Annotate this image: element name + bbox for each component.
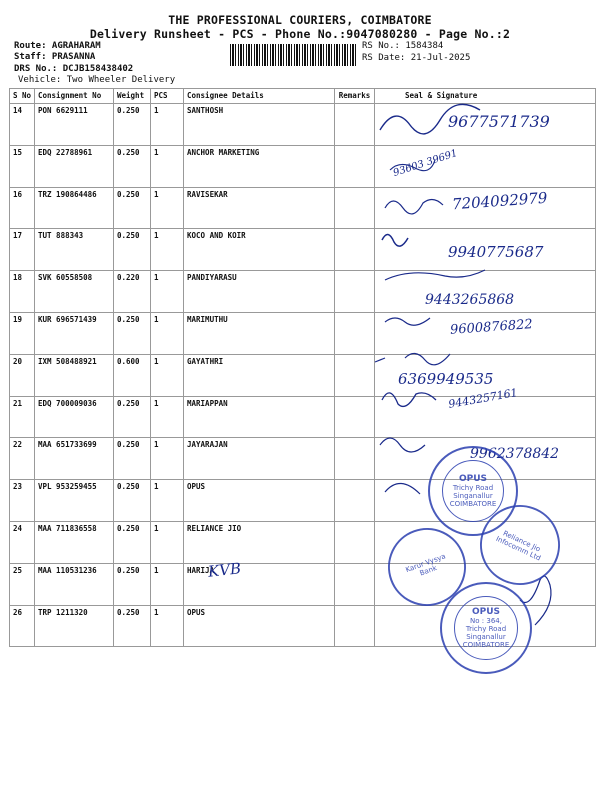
cell-consignment: PON 6629111 <box>35 104 114 146</box>
handwritten-phone-17: 9940775687 <box>448 243 544 261</box>
table-row <box>10 104 596 146</box>
cell-remarks <box>335 312 375 354</box>
cell-sno: 26 <box>10 605 35 647</box>
opus-stamp-2: OPUS No : 364, Trichy Road Singanallur COIMBATORE <box>440 582 532 674</box>
cell-sno: 22 <box>10 438 35 480</box>
cell-remarks <box>335 438 375 480</box>
handwritten-phone-14: 9677571739 <box>448 112 550 131</box>
vehicle-label: Vehicle: Two Wheeler Delivery <box>18 75 176 85</box>
cell-sno: 25 <box>10 563 35 605</box>
cell-pcs: 1 <box>151 271 184 313</box>
table-row <box>10 187 596 229</box>
col-consignee: Consignee Details <box>184 89 335 104</box>
cell-remarks <box>335 563 375 605</box>
table-row <box>10 229 596 271</box>
cell-sno: 21 <box>10 396 35 438</box>
cell-sno: 14 <box>10 104 35 146</box>
cell-remarks <box>335 521 375 563</box>
cell-pcs: 1 <box>151 521 184 563</box>
cell-remarks <box>335 187 375 229</box>
cell-weight: 0.250 <box>114 104 151 146</box>
staff-label: Staff: PRASANNA <box>14 52 96 62</box>
table-row <box>10 145 596 187</box>
cell-sno: 18 <box>10 271 35 313</box>
cell-consignee: ANCHOR MARKETING <box>184 145 335 187</box>
cell-consignment: MAA 651733699 <box>35 438 114 480</box>
cell-remarks <box>335 396 375 438</box>
cell-pcs: 1 <box>151 354 184 396</box>
cell-pcs: 1 <box>151 605 184 647</box>
cell-pcs: 1 <box>151 396 184 438</box>
cell-weight: 0.250 <box>114 563 151 605</box>
drs-number: DRS No.: DCJB158438402 <box>14 64 134 74</box>
handwritten-phone-22: 9962378842 <box>470 446 560 462</box>
cell-weight: 0.250 <box>114 521 151 563</box>
runsheet-title: Delivery Runsheet - PCS - Phone No.:9047080280 - Page No.:2 <box>89 27 511 41</box>
handwritten-initials-25: KVB <box>207 559 242 581</box>
cell-consignee: PANDIYARASU <box>184 271 335 313</box>
table-row <box>10 312 596 354</box>
opus-stamp-1: OPUS Trichy Road Singanallur COIMBATORE <box>428 446 518 536</box>
handwritten-phone-20: 6369949535 <box>398 370 494 388</box>
cell-consignment: MAA 711836558 <box>35 521 114 563</box>
cell-consignee: MARIMUTHU <box>184 312 335 354</box>
handwritten-phone-15: 93603 39691 <box>391 147 459 180</box>
cell-pcs: 1 <box>151 104 184 146</box>
cell-consignment: VPL 953259455 <box>35 480 114 522</box>
col-pcs: PCS <box>151 89 184 104</box>
route-label: Route: AGRAHARAM <box>14 41 101 51</box>
cell-remarks <box>335 229 375 271</box>
cell-signature <box>375 396 596 438</box>
cell-signature <box>375 312 596 354</box>
cell-consignment: MAA 110531236 <box>35 563 114 605</box>
cell-consignee: RELIANCE JIO <box>184 521 335 563</box>
cell-consignment: KUR 696571439 <box>35 312 114 354</box>
cell-sno: 24 <box>10 521 35 563</box>
cell-consignment: IXM 508488921 <box>35 354 114 396</box>
col-remarks: Remarks <box>335 89 375 104</box>
cell-sno: 15 <box>10 145 35 187</box>
cell-signature <box>375 354 596 396</box>
table-header <box>10 89 596 104</box>
cell-weight: 0.600 <box>114 354 151 396</box>
cell-pcs: 1 <box>151 312 184 354</box>
cell-weight: 0.250 <box>114 187 151 229</box>
table-row <box>10 354 596 396</box>
cell-consignee: KOCO AND KOIR <box>184 229 335 271</box>
cell-sno: 19 <box>10 312 35 354</box>
cell-remarks <box>335 605 375 647</box>
cell-consignee: GAYATHRI <box>184 354 335 396</box>
cell-weight: 0.250 <box>114 480 151 522</box>
cell-pcs: 1 <box>151 229 184 271</box>
handwritten-phone-21: 9443257161 <box>447 386 519 411</box>
col-weight: Weight <box>114 89 151 104</box>
table-row <box>10 271 596 313</box>
cell-weight: 0.250 <box>114 605 151 647</box>
cell-weight: 0.250 <box>114 396 151 438</box>
cell-remarks <box>335 271 375 313</box>
cell-consignee: HARIJA <box>184 563 335 605</box>
cell-consignment: EDQ 700009036 <box>35 396 114 438</box>
col-signature: Seal & Signature <box>375 89 596 104</box>
cell-remarks <box>335 354 375 396</box>
cell-weight: 0.220 <box>114 271 151 313</box>
cell-consignment: TRP 1211320 <box>35 605 114 647</box>
cell-consignee: MARIAPPAN <box>184 396 335 438</box>
cell-sno: 20 <box>10 354 35 396</box>
cell-consignment: TRZ 190864486 <box>35 187 114 229</box>
cell-remarks <box>335 480 375 522</box>
cell-weight: 0.250 <box>114 145 151 187</box>
cell-remarks <box>335 104 375 146</box>
company-name: THE PROFESSIONAL COURIERS, COIMBATORE <box>168 13 432 27</box>
kvb-stamp: Karur Vysya Bank <box>377 517 477 617</box>
cell-consignee: SANTHOSH <box>184 104 335 146</box>
cell-signature <box>375 187 596 229</box>
cell-signature <box>375 229 596 271</box>
col-consignment: Consignment No <box>35 89 114 104</box>
cell-pcs: 1 <box>151 438 184 480</box>
barcode <box>230 44 358 66</box>
handwritten-phone-19: 9600876822 <box>449 317 534 338</box>
rs-date: RS Date: 21-Jul-2025 <box>362 53 471 63</box>
cell-consignee: JAYARAJAN <box>184 438 335 480</box>
cell-weight: 0.250 <box>114 312 151 354</box>
cell-consignee: RAVISEKAR <box>184 187 335 229</box>
cell-pcs: 1 <box>151 480 184 522</box>
cell-weight: 0.250 <box>114 229 151 271</box>
cell-pcs: 1 <box>151 145 184 187</box>
cell-consignment: SVK 60558508 <box>35 271 114 313</box>
cell-signature <box>375 271 596 313</box>
cell-consignment: TUT 888343 <box>35 229 114 271</box>
rs-number: RS No.: 1584384 <box>362 41 444 51</box>
table-row <box>10 396 596 438</box>
cell-sno: 17 <box>10 229 35 271</box>
reliance-stamp: Reliance Jio Infocomm Ltd <box>467 492 573 598</box>
cell-consignment: EDQ 22788961 <box>35 145 114 187</box>
cell-sno: 16 <box>10 187 35 229</box>
cell-pcs: 1 <box>151 563 184 605</box>
cell-consignee: OPUS <box>184 480 335 522</box>
cell-signature <box>375 145 596 187</box>
handwritten-phone-18: 9443265868 <box>425 292 515 308</box>
cell-weight: 0.250 <box>114 438 151 480</box>
col-sno: S No <box>10 89 35 104</box>
cell-sno: 23 <box>10 480 35 522</box>
handwritten-phone-16: 7204092979 <box>451 188 548 214</box>
cell-signature <box>375 104 596 146</box>
cell-remarks <box>335 145 375 187</box>
cell-consignee: OPUS <box>184 605 335 647</box>
cell-pcs: 1 <box>151 187 184 229</box>
